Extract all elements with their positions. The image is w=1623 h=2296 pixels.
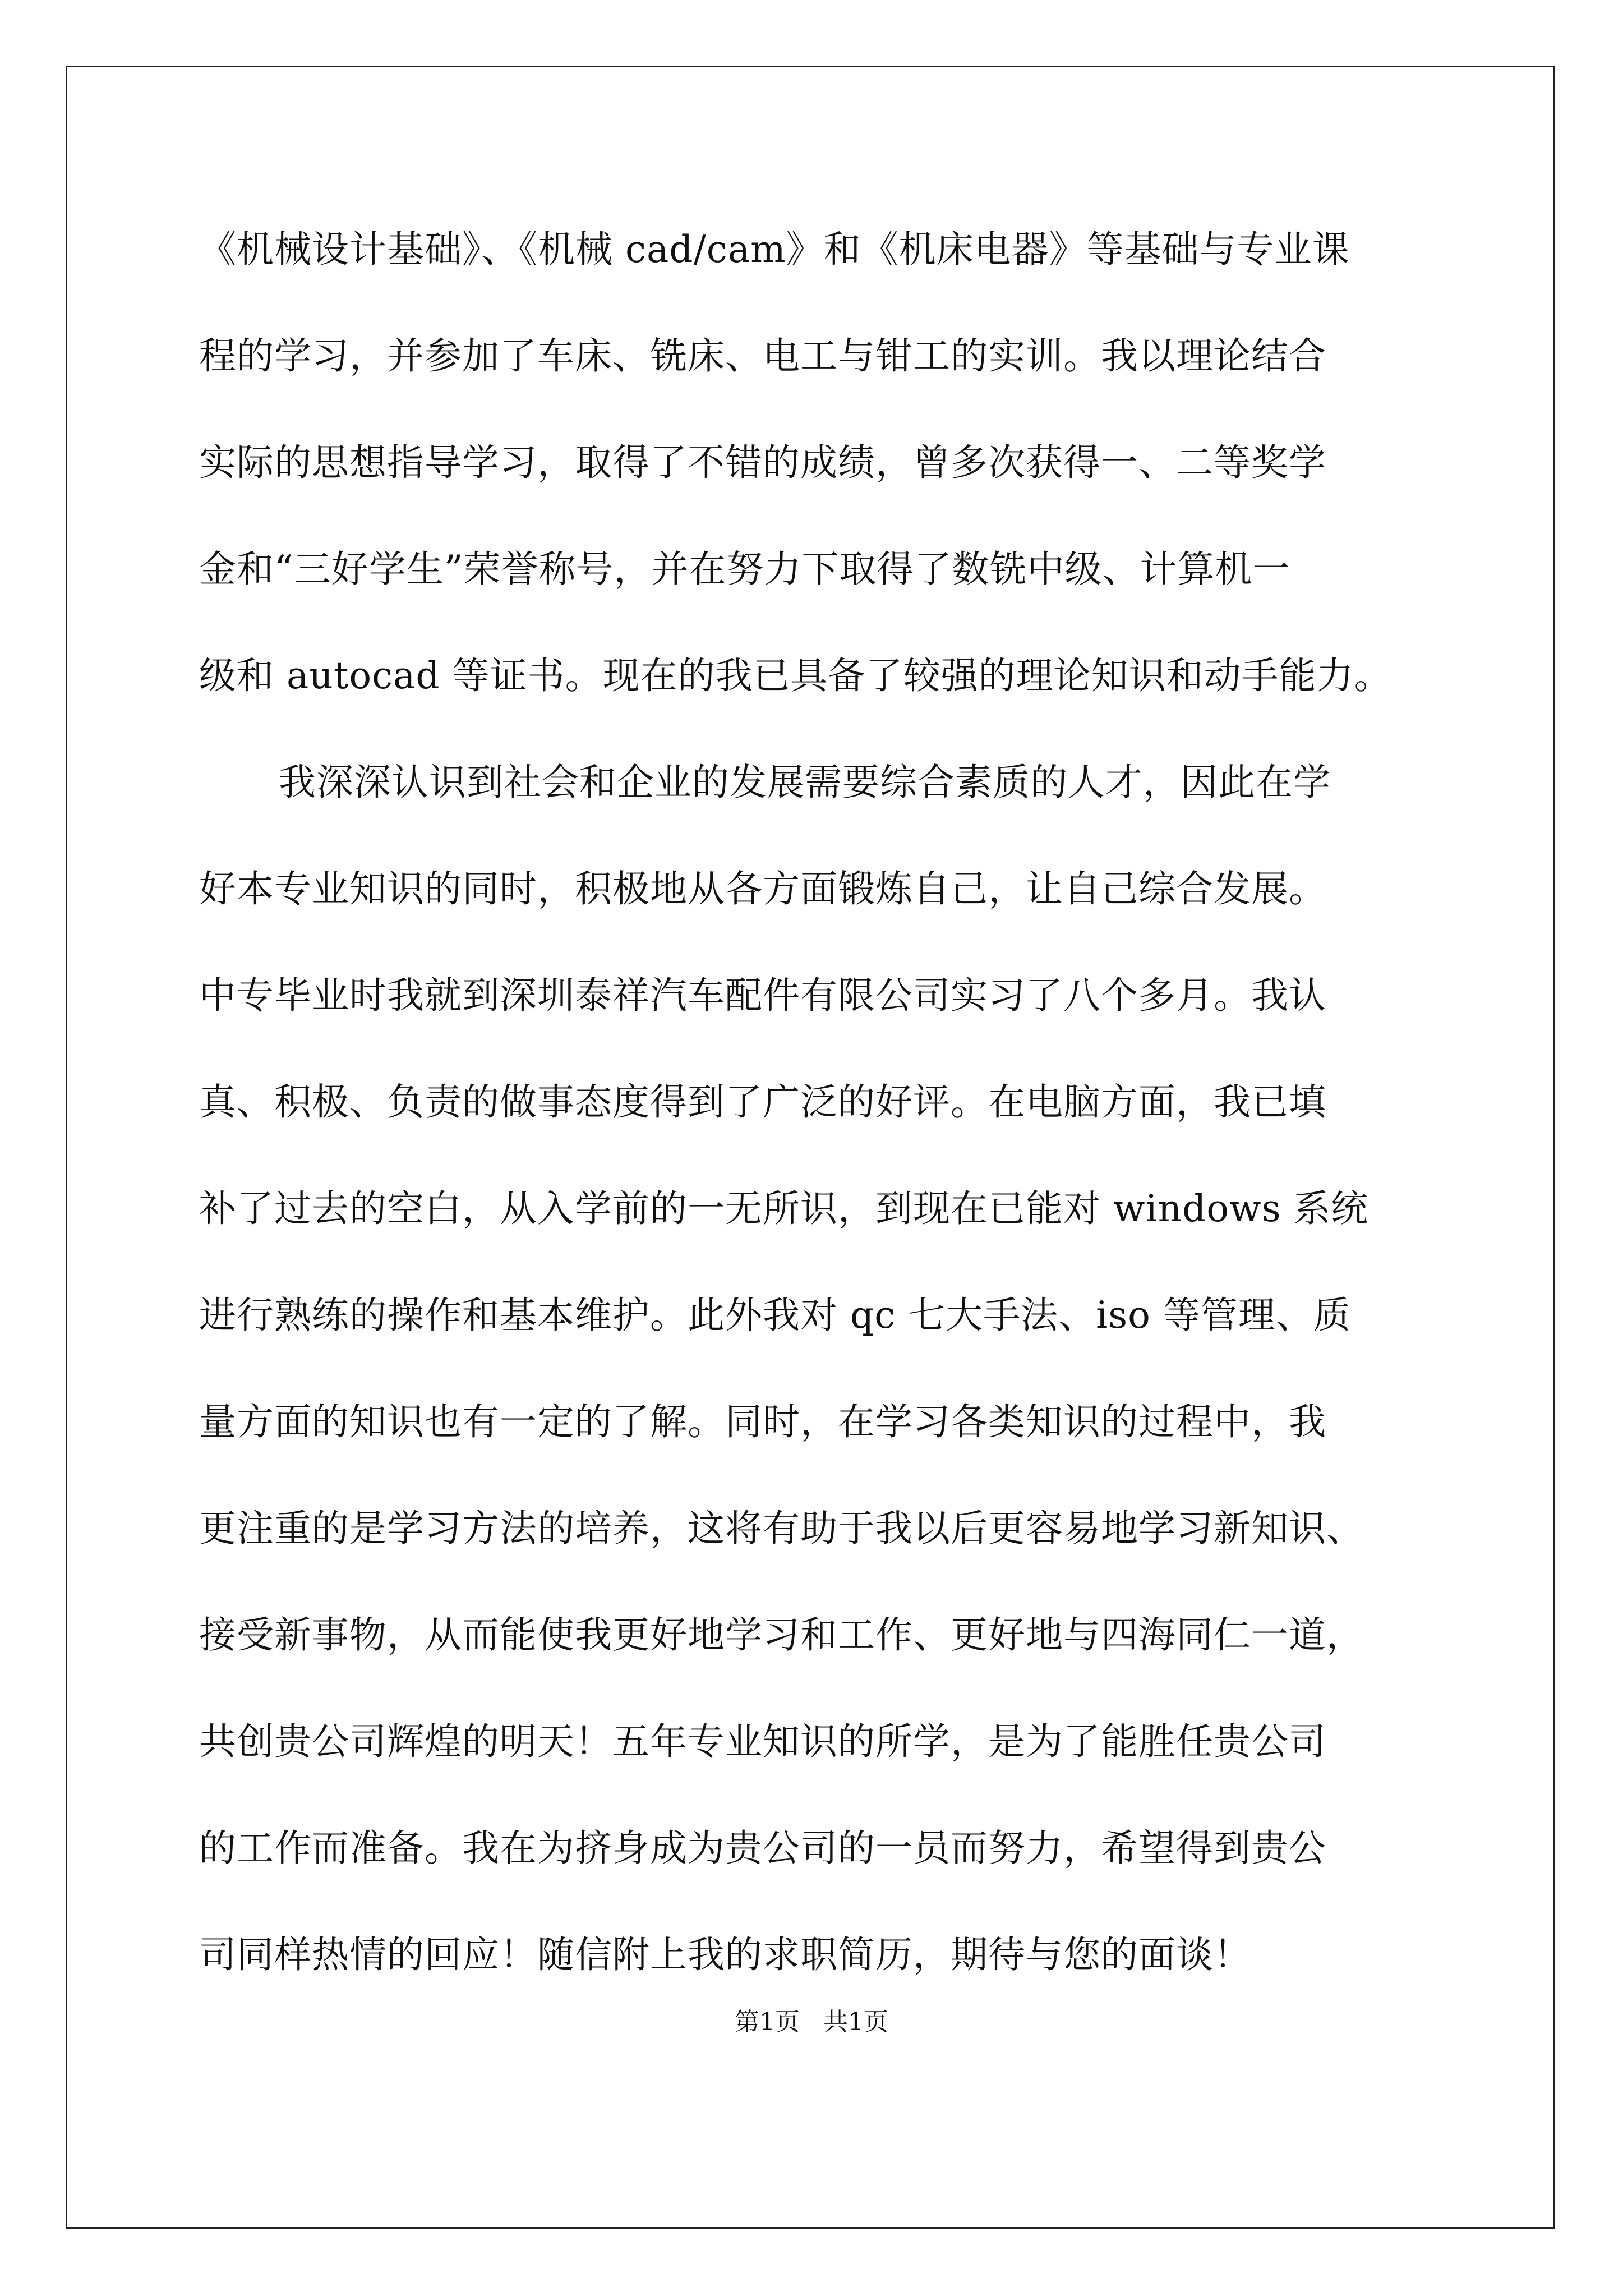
- text-line: 更注重的是学习方法的培养，这将有助于我以后更容易地学习新知识、: [199, 1507, 1364, 1550]
- text-line: 进行熟练的操作和基本维护。此外我对 qc 七大手法、iso 等管理、质: [199, 1294, 1351, 1337]
- text-line: 司同样热情的回应！随信附上我的求职简历，期待与您的面谈！: [199, 1933, 1251, 1976]
- text-line: 《机械设计基础》、《机械 cad/cam》和《机床电器》等基础与专业课: [199, 228, 1350, 271]
- text-line: 程的学习，并参加了车床、铣床、电工与钳工的实训。我以理论结合: [199, 334, 1326, 378]
- text-line: 真、积极、负责的做事态度得到了广泛的好评。在电脑方面，我已填: [199, 1080, 1326, 1124]
- paragraph-start-line: 我深深认识到社会和企业的发展需要综合素质的人才，因此在学: [279, 761, 1331, 804]
- text-line: 金和“三好学生”荣誉称号，并在努力下取得了数铣中级、计算机一: [199, 547, 1290, 591]
- text-line: 量方面的知识也有一定的了解。同时，在学习各类知识的过程中，我: [199, 1400, 1326, 1443]
- page-footer: [0, 2005, 1623, 2039]
- text-line: 的工作而准备。我在为挤身成为贵公司的一员而努力，希望得到贵公: [199, 1826, 1326, 1870]
- page-number-current: 第1页: [735, 2008, 800, 2036]
- text-line: 共创贵公司辉煌的明天！五年专业知识的所学，是为了能胜任贵公司: [199, 1720, 1326, 1763]
- page-border: [66, 66, 1555, 2229]
- page-number-total: 共1页: [823, 2008, 888, 2036]
- text-line: 中专毕业时我就到深圳泰祥汽车配件有限公司实习了八个多月。我认: [199, 974, 1326, 1017]
- text-line: 实际的思想指导学习，取得了不错的成绩，曾多次获得一、二等奖学: [199, 441, 1326, 484]
- text-line: 补了过去的空白，从入学前的一无所识，到现在已能对 windows 系统: [199, 1187, 1369, 1230]
- text-line: 级和 autocad 等证书。现在的我已具备了较强的理论知识和动手能力。: [199, 654, 1392, 697]
- text-line: 好本专业知识的同时，积极地从各方面锻炼自己，让自己综合发展。: [199, 867, 1326, 910]
- text-line: 接受新事物，从而能使我更好地学习和工作、更好地与四海同仁一道，: [199, 1613, 1364, 1657]
